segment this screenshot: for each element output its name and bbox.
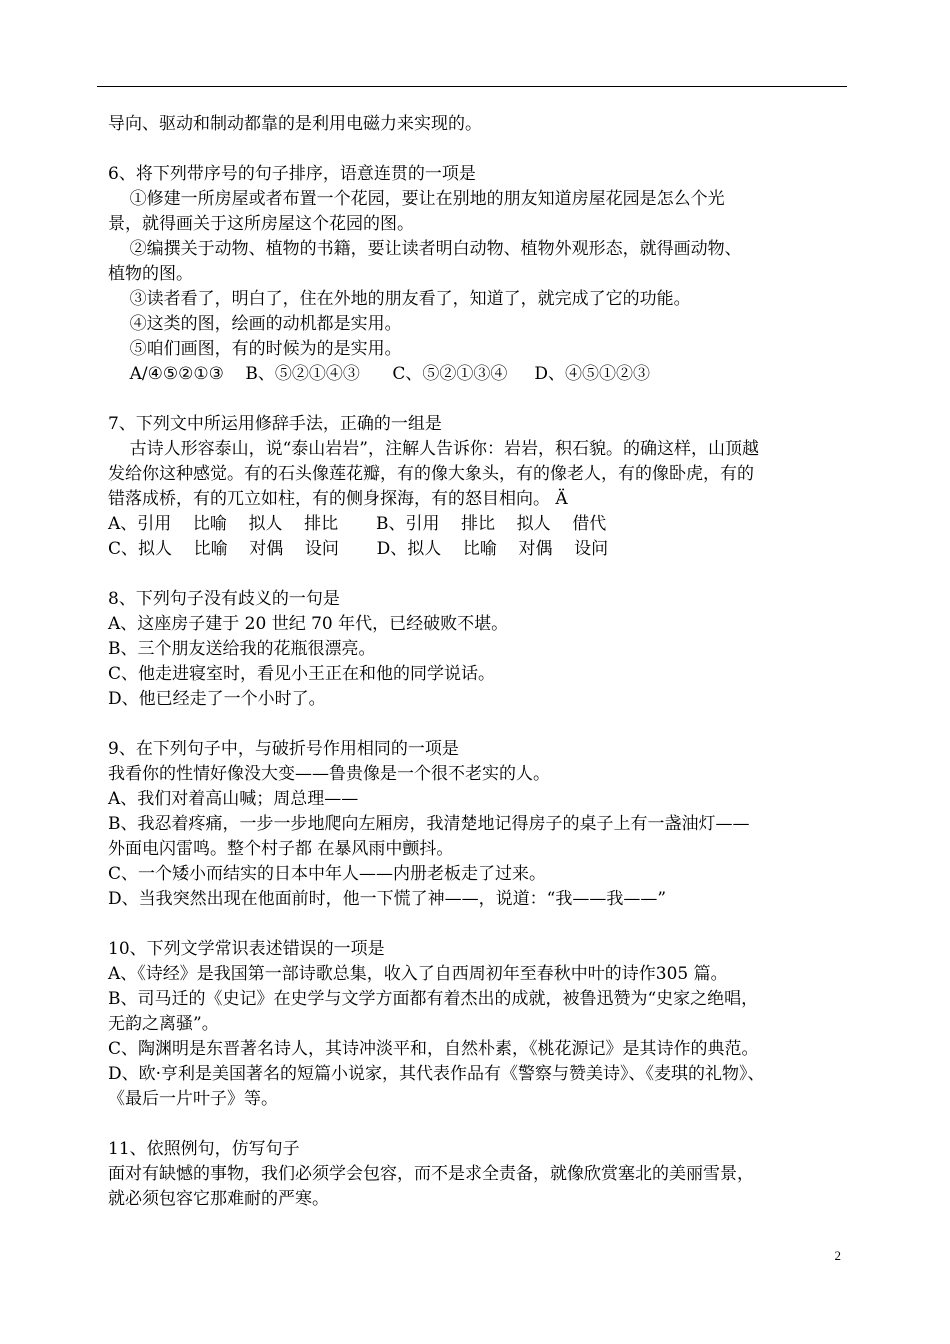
q6-line: 植物的图。	[108, 264, 193, 284]
q6-line: 景，就得画关于这所房屋这个花园的图。	[108, 214, 414, 234]
q6-line: ②编撰关于动物、植物的书籍，要让读者明白动物、植物外观形态，就得画动物、	[108, 239, 742, 259]
q8-option: C、他走进寝室时，看见小王正在和他的同学说话。	[108, 664, 496, 684]
question-10: 10、下列文学常识表述错误的一项是	[108, 939, 385, 959]
q10-option: 《最后一片叶子》等。	[108, 1089, 278, 1109]
page-number: 2	[834, 1248, 841, 1263]
q7-options: A、引用 比喻 拟人 排比 B、引用 排比 拟人 借代	[108, 514, 607, 534]
q10-option: 无韵之离骚”。	[108, 1014, 219, 1034]
question-9: 9、在下列句子中，与破折号作用相同的一项是	[108, 739, 459, 759]
q10-option: A、《诗经》是我国第一部诗歌总集，收入了自西周初年至春秋中叶的诗作305 篇。	[108, 964, 728, 984]
q9-option: A、我们对着高山喊；周总理——	[108, 789, 359, 809]
q10-option: C、陶渊明是东晋著名诗人，其诗冲淡平和，自然朴素，《桃花源记》是其诗作的典范。	[108, 1039, 759, 1059]
q7-options: C、拟人 比喻 对偶 设问 D、拟人 比喻 对偶 设问	[108, 539, 609, 559]
q9-option: B、我忍着疼痛，一步一步地爬向左厢房，我清楚地记得房子的桌子上有一盏油灯——	[108, 814, 750, 834]
document-body	[108, 112, 843, 1212]
question-11: 11、依照例句，仿写句子	[108, 1139, 300, 1159]
q7-line: 错落成桥，有的兀立如柱，有的侧身探海，有的怒目相向。 Ä	[108, 489, 568, 509]
question-8: 8、下列句子没有歧义的一句是	[108, 589, 340, 609]
question-6: 6、将下列带序号的句子排序，语意连贯的一项是	[108, 164, 476, 184]
q9-line: 我看你的性情好像没大变——鲁贵像是一个很不老实的人。	[108, 764, 550, 784]
q10-option: B、司马迁的《史记》在史学与文学方面都有着杰出的成就，被鲁迅赞为“史家之绝唱，	[108, 989, 759, 1009]
q6-options: A/④⑤②①③ B、⑤②①④③ C、⑤②①③④ D、④⑤①②③	[108, 364, 651, 384]
q8-option: A、这座房子建于 20 世纪 70 年代，已经破败不堪。	[108, 614, 509, 634]
intro-line: 导向、驱动和制动都靠的是利用电磁力来实现的。	[108, 114, 482, 134]
question-7: 7、下列文中所运用修辞手法，正确的一组是	[108, 414, 442, 434]
q6-line: ④这类的图，绘画的动机都是实用。	[108, 314, 402, 334]
q6-line: ①修建一所房屋或者布置一个花园，要让在别地的朋友知道房屋花园是怎么个光	[108, 189, 725, 209]
q9-option: C、一个矮小而结实的日本中年人——内册老板走了过来。	[108, 864, 547, 884]
q8-option: D、他已经走了一个小时了。	[108, 689, 326, 709]
q11-line: 面对有缺憾的事物，我们必须学会包容，而不是求全责备，就像欣赏塞北的美丽雪景，	[108, 1164, 754, 1184]
q10-option: D、欧·亨利是美国著名的短篇小说家，其代表作品有《警察与赞美诗》、《麦琪的礼物》、	[108, 1064, 765, 1084]
header-rule	[97, 86, 847, 87]
q11-line: 就必须包容它那难耐的严寒。	[108, 1189, 329, 1209]
q9-option: D、当我突然出现在他面前时，他一下慌了神——，说道：“我——我——”	[108, 889, 667, 909]
q7-line: 古诗人形容泰山，说“泰山岩岩”，注解人告诉你：岩岩，积石貌。的确这样，山顶越	[108, 439, 759, 459]
q6-line: ③读者看了，明白了，住在外地的朋友看了，知道了，就完成了它的功能。	[108, 289, 691, 309]
q9-option: 外面电闪雷鸣。整个村子都 在暴风雨中颤抖。	[108, 839, 454, 859]
q7-line: 发给你这种感觉。有的石头像莲花瓣，有的像大象头，有的像老人，有的像卧虎，有的	[108, 464, 754, 484]
q8-option: B、三个朋友送给我的花瓶很漂亮。	[108, 639, 376, 659]
q6-line: ⑤咱们画图，有的时候为的是实用。	[108, 339, 402, 359]
